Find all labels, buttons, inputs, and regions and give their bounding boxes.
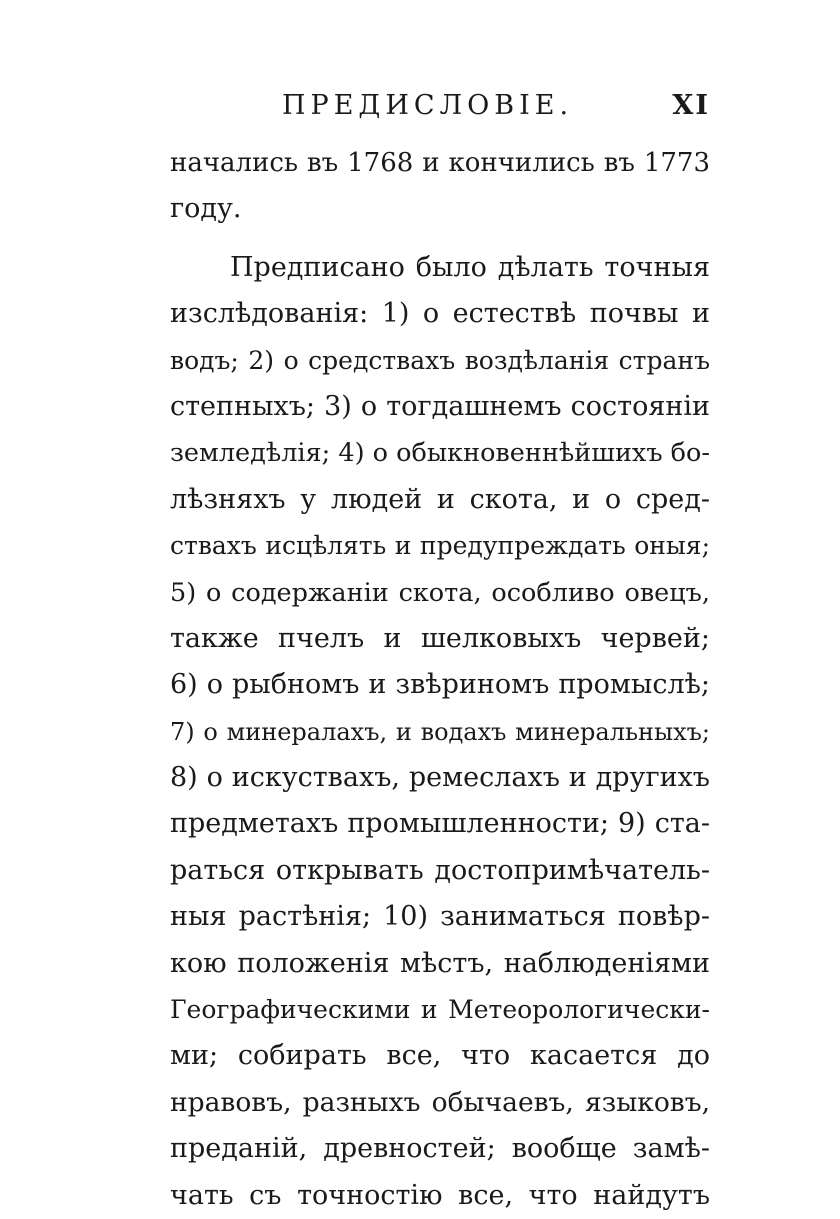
body-text [170,140,710,1219]
text-line: году. [170,193,242,225]
text-line: ствахъ исцѣлять и предупреждать оныя; [170,531,710,561]
text-line: лѣзняхъ у людей и скота, и о сред- [170,483,710,515]
text-line: Географическими и Метеорологически- [170,995,710,1025]
text-line: 5) о содержаніи скота, особливо овецъ, [170,577,710,608]
text-line: нравовъ, разныхъ обычаевъ, языковъ, [170,1086,710,1118]
paragraph-instructions [170,245,710,1219]
text-line: изслѣдованія: 1) о естествѣ почвы и [170,298,710,330]
running-head [170,86,710,126]
page-number: XI [672,90,710,121]
text-line: водъ; 2) о средствахъ воздѣланія странъ [170,345,710,375]
text-line: кою положенія мѣстъ, наблюденіями [170,947,710,979]
text-line: земледѣлія; 4) о обыкновеннѣйшихъ бо- [170,438,710,469]
text-line: раться открывать достопримѣчатель- [170,854,710,886]
text-line: 6) о рыбномъ и звѣриномъ промыслѣ; [170,669,710,701]
text-line: Предписано было дѣлать точныя [230,251,710,283]
text-line: 7) о минералахъ, и водахъ минеральныхъ; [170,717,710,746]
text-line: начались въ 1768 и кончились въ 1773 [170,148,710,178]
text-line: преданій, древностей; вообще замѣ- [170,1133,710,1165]
text-line: степныхъ; 3) о тогдашнемъ состояніи [170,390,710,422]
text-line: также пчелъ и шелковыхъ червей; [170,622,710,654]
running-title: ПРЕДИСЛОВІЕ. [282,90,574,121]
paragraph-continuation [170,140,710,233]
text-line: ныя растѣнія; 10) заниматься повѣр- [170,901,710,933]
text-line: ми; собирать все, что касается до [170,1040,710,1072]
text-line: чать съ точностію все, что найдутъ [170,1179,710,1211]
text-line: предметахъ промышленности; 9) ста- [170,808,710,840]
text-line: 8) о искуствахъ, ремеслахъ и другихъ [170,762,710,794]
